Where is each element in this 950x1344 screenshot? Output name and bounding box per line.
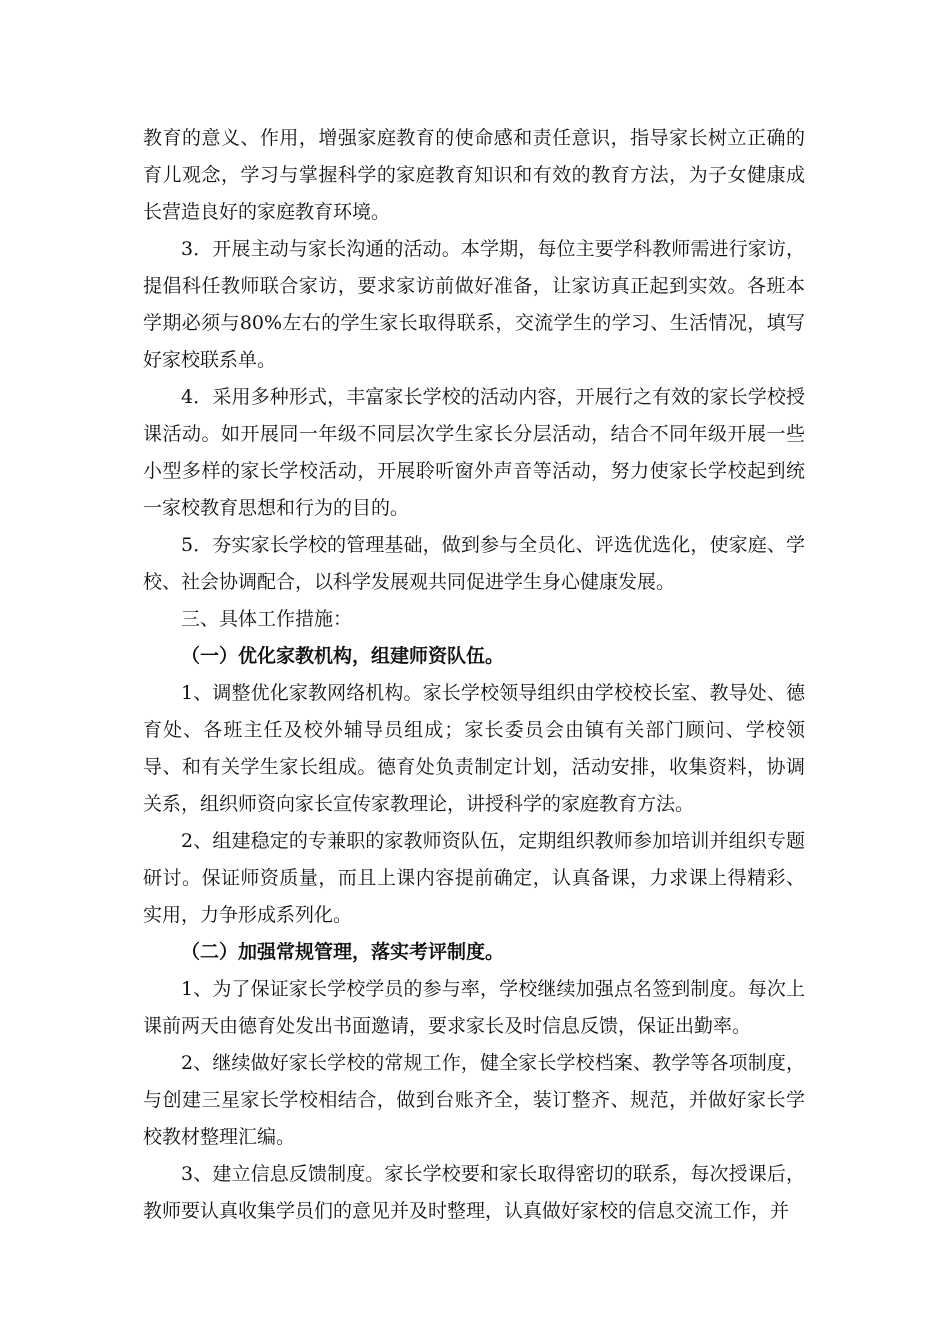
paragraph-sub2-item-1: 1、为了保证家长学校学员的参与率，学校继续加强点名签到制度。每次上课前两天由德育处发出书面邀请，要求家长及时信息反馈，保证出勤率。 xyxy=(143,978,805,1037)
document-body xyxy=(143,120,805,1230)
paragraph-item-3: 3．开展主动与家长沟通的活动。本学期，每位主要学科教师需进行家访，提倡科任教师联合家访，要求家访前做好准备，让家访真正起到实效。各班本学期必须与80%左右的学生家长取得联系，交流学生的学习、生活情况，填写好家校联系单。 xyxy=(143,238,805,371)
subsection-heading-2: （二）加强常规管理，落实考评制度。 xyxy=(181,941,505,963)
section-heading-measures: 三、具体工作措施： xyxy=(181,608,353,630)
paragraph-sub2-item-2: 2、继续做好家长学校的常规工作，健全家长学校档案、教学等各项制度，与创建三星家长学校相结合，做到台账齐全，装订整齐、规范，并做好家长学校教材整理汇编。 xyxy=(143,1052,805,1148)
paragraph-sub1-item-1: 1、调整优化家教网络机构。家长学校领导组织由学校校长室、教导处、德育处、各班主任及校外辅导员组成；家长委员会由镇有关部门顾问、学校领导、和有关学生家长组成。德育处负责制定计划，活动安排，收集资料，协调关系，组织师资向家长宣传家教理论，讲授科学的家庭教育方法。 xyxy=(143,682,805,815)
subsection-heading-1: （一）优化家教机构，组建师资队伍。 xyxy=(181,645,505,667)
paragraph-item-4: 4．采用多种形式，丰富家长学校的活动内容，开展行之有效的家长学校授课活动。如开展同一年级不同层次学生家长分层活动，结合不同年级开展一些小型多样的家长学校活动，开展聆听窗外声音等活动，努力使家长学校起到统一家校教育思想和行为的目的。 xyxy=(143,386,805,519)
paragraph-sub2-item-3: 3、建立信息反馈制度。家长学校要和家长取得密切的联系，每次授课后，教师要认真收集学员们的意见并及时整理，认真做好家校的信息交流工作，并 xyxy=(143,1163,805,1222)
paragraph-item-5: 5．夯实家长学校的管理基础，做到参与全员化、评选优选化，使家庭、学校、社会协调配合，以科学发展观共同促进学生身心健康发展。 xyxy=(143,534,805,593)
paragraph-sub1-item-2: 2、组建稳定的专兼职的家教师资队伍，定期组织教师参加培训并组织专题研讨。保证师资质量，而且上课内容提前确定，认真备课，力求课上得精彩、实用，力争形成系列化。 xyxy=(143,830,805,926)
paragraph-continuation: 教育的意义、作用，增强家庭教育的使命感和责任意识，指导家长树立正确的育儿观念，学习与掌握科学的家庭教育知识和有效的教育方法，为子女健康成长营造良好的家庭教育环境。 xyxy=(143,127,805,223)
